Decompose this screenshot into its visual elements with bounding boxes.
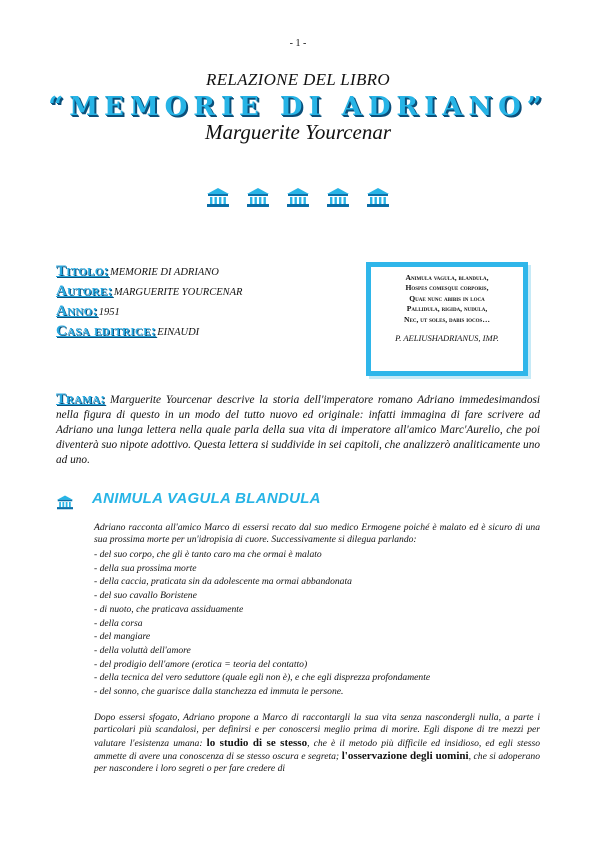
- list-item: - del prodigio dell'amore (erotica = teoria del contatto): [94, 658, 540, 672]
- epigraph-line: Animula vagula, blandula,: [405, 273, 489, 282]
- trama-label: Trama:: [56, 391, 106, 407]
- info-anno: [56, 302, 120, 320]
- temple-icon: [366, 186, 390, 208]
- titolo-value: MEMORIE DI ADRIANO: [109, 267, 219, 278]
- page-number: - 1 -: [289, 38, 307, 49]
- temple-icon: [206, 186, 230, 208]
- info-casa-editrice: [56, 322, 199, 340]
- temple-icon: [326, 186, 350, 208]
- bold-phrase: l'osservazione degli uomini: [341, 749, 469, 762]
- section-title: ANIMULA VAGULA BLANDULA: [92, 490, 321, 507]
- list-item: - della voluttà dell'amore: [94, 644, 540, 658]
- document-subtitle: RELAZIONE DEL LIBRO: [206, 70, 390, 89]
- epigraph-signature: P. AELIUSHADRIANUS, IMP.: [395, 333, 499, 344]
- paragraph-text: Dopo essersi sfogato, Adriano propone a Marco di raccontargli la sua vita senza nascondergli nulla, a parte i particolari più scandalosi, per definirsi e per conoscersi meglio prima di morire. Egli dispone di tre mezzi per valutare l'esistenza umana:: [94, 712, 540, 749]
- book-author: Marguerite Yourcenar: [204, 120, 392, 144]
- section-intro: Adriano racconta all'amico Marco di essersi recato dal suo medico Ermogene poiché è malato ed è sicuro di una sua prossima morte per un'idropisia di cuore. Successivamente si dilegua parlando:: [94, 522, 540, 546]
- epigraph-box: [366, 262, 528, 376]
- casa-editrice-label: Casa editrice:: [56, 323, 157, 339]
- temple-icon: [56, 494, 74, 510]
- casa-editrice-value: EINAUDI: [157, 327, 200, 338]
- list-item: - del suo corpo, che gli è tanto caro ma che ormai è malato: [94, 548, 540, 562]
- info-titolo: [56, 262, 219, 280]
- list-item: - di nuoto, che praticava assiduamente: [94, 603, 540, 617]
- ornament-row: [206, 186, 390, 208]
- list-item: - della corsa: [94, 617, 540, 631]
- autore-value: MARGUERITE YOURCENAR: [113, 287, 243, 298]
- autore-label: Autore:: [56, 283, 113, 299]
- epigraph-line: Hospes comesque corporis,: [405, 283, 489, 293]
- list-item: - della caccia, praticata sin da adolescente ma ormai abbandonata: [94, 575, 540, 589]
- epigraph-line: Nec, ut soles, dabis iocos…: [404, 314, 490, 324]
- temple-icon: [286, 186, 310, 208]
- list-item: - della tecnica del vero seduttore (quale egli non è), e che egli disprezza profondamente: [94, 671, 540, 685]
- epigraph-text: [371, 267, 523, 325]
- list-item: - del sonno, che guarisce dalla stanchezza ed immuta le persone.: [94, 685, 540, 699]
- epigraph-line: Quae nunc abibis in loca: [409, 293, 485, 303]
- bold-phrase: lo studio di se stesso: [206, 736, 308, 749]
- topic-list: [94, 548, 540, 699]
- list-item: - del mangiare: [94, 630, 540, 644]
- paragraph-text: , che è il metodo più difficile ed insidioso, ed egli stesso ammette di avere una conoscenza di se stesso oscura e segreta;: [94, 737, 540, 762]
- trama-paragraph: [56, 392, 540, 468]
- temple-icon: [246, 186, 270, 208]
- epigraph-line: Pallidula, rigida, nudula,: [406, 304, 488, 314]
- info-autore: [56, 282, 242, 300]
- list-item: - della sua prossima morte: [94, 562, 540, 576]
- titolo-label: Titolo:: [56, 263, 109, 279]
- list-item: - del suo cavallo Boristene: [94, 589, 540, 603]
- paragraph-text: , che si adoperano per nascondere i loro segreti o per fare credere di: [94, 750, 540, 775]
- section-paragraph-2: [94, 712, 540, 775]
- trama-text: Marguerite Yourcenar descrive la storia dell'imperatore romano Adriano immedesimandosi nella figura di questo in un modo del tutto nuovo ed originale: infatti immagina di fare scrivere ad Adriano una lunga lettera nella quale parla della sua vita di imperatore all'amico Marc'Aurelio, che poi diventerà suo nipote adottivo. Questa lettera si suddivide in sei capitoli, che analizzerò analiticamente uno ad uno.: [56, 394, 541, 466]
- book-title: “MEMORIE DI ADRIANO”: [48, 92, 548, 122]
- anno-label: Anno:: [56, 303, 98, 319]
- anno-value: 1951: [98, 307, 120, 318]
